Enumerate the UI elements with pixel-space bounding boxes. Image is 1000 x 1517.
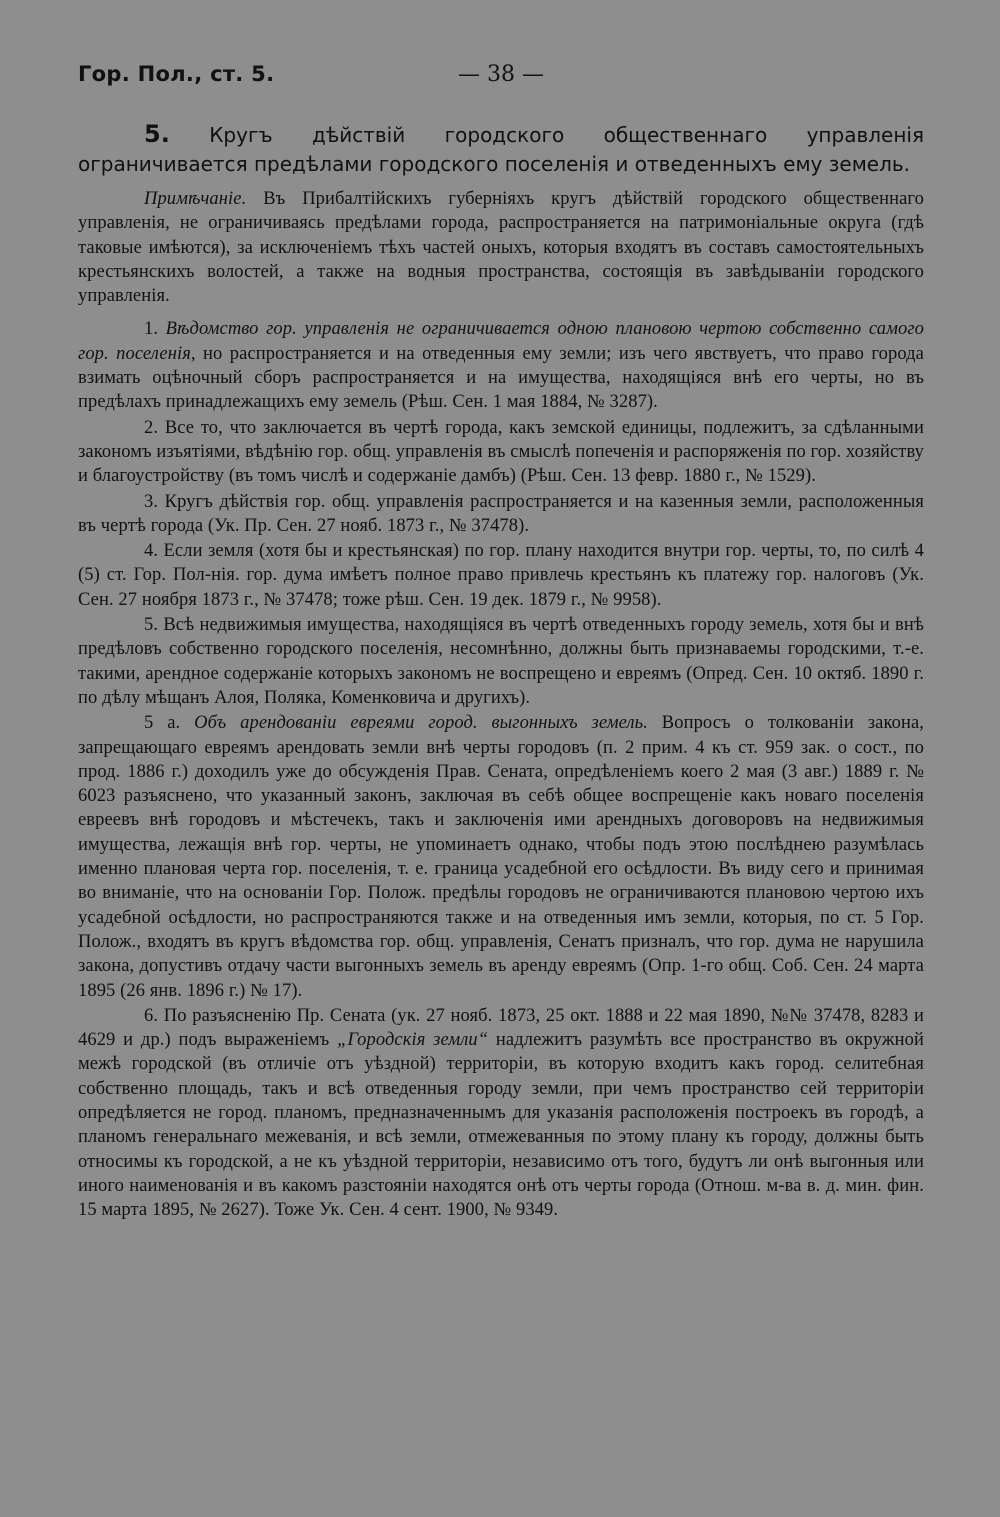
- comment-body: Все то, что заключается въ чертѣ города, какъ земской единицы, подлежитъ, за сдѣланными закономъ изъятіями, вѣдѣнію гор. общ. управленія въ смыслѣ попеченія и распоряженія по гор. хозяйству и благоустройству (въ томъ числѣ и содержаніе дамбъ) (Рѣш. Сен. 13 февр. 1880 г., № 1529).: [78, 417, 924, 487]
- comment-3: [78, 490, 924, 539]
- page-number: — 38 —: [458, 62, 544, 87]
- comment-number: 1.: [144, 319, 166, 340]
- comment-number: 4.: [144, 541, 164, 562]
- running-head: Гор. Пол., ст. 5.: [78, 62, 275, 86]
- comment-number: 5.: [144, 615, 164, 636]
- note-label: Примѣчаніе.: [144, 189, 247, 209]
- comment-2: [78, 416, 924, 489]
- comment-1: [78, 317, 924, 414]
- document-page: [78, 62, 924, 1223]
- comment-body: Если земля (хотя бы и крестьянская) по гор. плану находится внутри гор. черты, то, по силѣ 4 (5) ст. Гор. Пол-нія. гор. дума имѣетъ полное право привлечь крестьянъ къ платежу гор. налоговъ (Ук. Сен. 27 ноября 1873 г., № 37478; тоже рѣш. Сен. 19 дек. 1879 г., № 9958).: [78, 541, 924, 610]
- article-text: [78, 120, 924, 179]
- comment-number: 3.: [144, 491, 165, 512]
- article-body: Кругъ дѣйствій городского общественнаго управленія ограничивается предѣлами городского поселенія и отведенныхъ ему земель.: [78, 123, 924, 176]
- note-body: Въ Прибалтійскихъ губерніяхъ кругъ дѣйствій городского общественнаго управленія, не ограничиваясь предѣлами города, распространяется на патримоніальные округа (гдѣ таковые имѣются), за исключеніемъ тѣхъ частей оныхъ, которыя входятъ въ составъ самостоятельныхъ крестьянскихъ волостей, а также на водныя пространства, состоящія въ завѣдываніи городского управленія.: [78, 189, 924, 307]
- comment-italic-term: „Городскія земли“: [337, 1030, 489, 1051]
- article-number: 5.: [144, 120, 170, 148]
- comment-body: Вопросъ о толкованіи закона, запрещающаго евреямъ арендовать земли внѣ черты городовъ (п. 2 прим. 4 къ ст. 959 зак. о сост., по прод. 1886 г.) доходилъ уже до обсужденія Прав. Сената, опредѣленіемъ коего 2 мая (3 авг.) 1889 г. № 6023 разъяснено, что указанный законъ, заключая въ себѣ общее воспрещеніе какъ новаго поселенія евреевъ внѣ городовъ и мѣстечекъ, такъ и заключенія ими арендныхъ договоровъ на недвижимыя имущества, лежащія внѣ гор. черты, не упоминаетъ однако, чтобы подъ этою послѣднею разумѣлась именно плановая черта гор. поселенія, т. е. граница усадебной его осѣдлости. Въ виду сего и принимая во вниманіе, что на основаніи Гор. Полож. предѣлы городовъ не ограничиваются плановою чертою ихъ усадебной осѣдлости, но распространяются также и на отведенныя имъ земли, которыя, по ст. 5 Гор. Полож., входятъ въ кругъ вѣдомства гор. общ. управленія, Сенатъ призналъ, что гор. дума не нарушила закона, допустивъ отдачу части выгонныхъ земель въ аренду евреямъ (Опр. 1-го общ. Соб. Сен. 24 марта 1895 (26 янв. 1896 г.) № 17).: [78, 713, 925, 1001]
- comment-6: [78, 1004, 924, 1223]
- page-header: [78, 62, 924, 98]
- comment-5: [78, 613, 924, 710]
- comment-body: По разъясненію Пр. Сената (ук. 27 нояб. 1873, 25 окт. 1888 и 22 мая 1890, №№ 37478, 8283 и 4629 и др.) подъ выраженіемъ: [78, 1005, 924, 1051]
- comment-italic: Объ арендованіи евреями город. выгонныхъ земель.: [194, 713, 648, 734]
- comment-number: 6.: [144, 1005, 164, 1026]
- comment-body: Кругъ дѣйствія гор. общ. управленія распространяется и на казенныя земли, расположенныя въ чертѣ города (Ук. Пр. Сен. 27 нояб. 1873 г., № 37478).: [78, 491, 924, 536]
- comment-number: 2.: [144, 417, 165, 438]
- comment-body: Всѣ недвижимыя имущества, находящіяся въ чертѣ отведенныхъ городу земель, хотя бы и внѣ предѣловъ собственно городского поселенія, несомнѣнно, должны быть признаваемы городскими, т.-е. такими, арендное содержаніе которыхъ закономъ не воспрещено и евреямъ (Опред. Сен. 10 октяб. 1890 г. по дѣлу мѣщанъ Алоя, Поляка, Коменковича и другихъ).: [78, 615, 924, 708]
- comment-italic: Вѣдомство гор. управленія не ограничивается одною плановою чертою собственно самого гор. поселенія,: [78, 319, 924, 364]
- comment-body: но распространяется и на отведенныя ему земли; изъ чего явствуетъ, что право города взимать оцѣночный сборъ распространяется и на имущества, находящіяся внѣ его черты, но въ предѣлахъ принадлежащихъ ему земель (Рѣш. Сен. 1 мая 1884, № 3287).: [78, 343, 924, 413]
- comment-5a: [78, 711, 924, 1003]
- comment-number: 5 а.: [144, 713, 195, 734]
- comment-4: [78, 539, 924, 612]
- comment-body-continued: надлежитъ разумѣть все пространство въ окружной межѣ городской (въ отличіе отъ уѣздной) территоріи, въ которую входитъ какъ город. селитебная собственно площадь, такъ и всѣ отведенныя городу земли, при чемъ пространство сей территоріи опредѣляется не город. планомъ, предназначеннымъ для указанія расположенія построекъ въ городѣ, а планомъ генеральнаго межеванія, и всѣ земли, отмежеванныя по этому плану къ городу, должны быть относимы къ городской, а не къ уѣздной территоріи, независимо отъ того, будутъ ли онѣ выгонныя или иного наименованія и въ какомъ разстояніи находятся онѣ отъ черты города (Отнош. м-ва в. д. мин. фин. 15 марта 1895, № 2627). Тоже Ук. Сен. 4 сент. 1900, № 9349.: [78, 1030, 925, 1221]
- note-paragraph: [78, 187, 924, 308]
